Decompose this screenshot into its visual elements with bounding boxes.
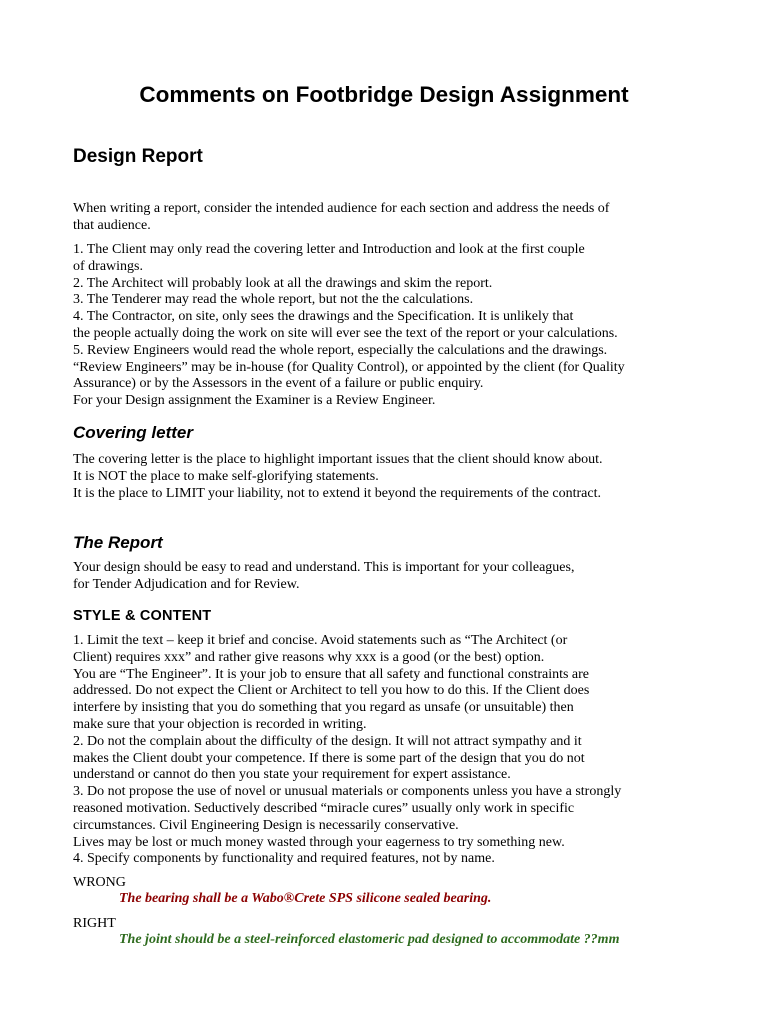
style-content-line: 2. Do not the complain about the difficulty of the design. It will not attract sympathy and it	[73, 733, 582, 749]
style-content-line: 4. Specify components by functionality and required features, not by name.	[73, 851, 495, 867]
covering-letter-body	[73, 452, 713, 502]
style-content-line: 1. Limit the text – keep it brief and concise. Avoid statements such as “The Architect (or	[73, 633, 568, 648]
audience-line: 1. The Client may only read the covering letter and Introduction and look at the first couple	[73, 242, 585, 257]
audience-line: 2. The Architect will probably look at all the drawings and skim the report.	[73, 275, 493, 291]
audience-line: For your Design assignment the Examiner is a Review Engineer.	[73, 393, 436, 409]
audience-line: “Review Engineers” may be in-house (for Quality Control), or appointed by the client (for Quality	[73, 359, 625, 375]
audience-line: 3. The Tenderer may read the whole report, but not the the calculations.	[73, 292, 474, 308]
style-content-line: Lives may be lost or much money wasted through your eagerness to try something new.	[73, 834, 565, 850]
audience-line: the people actually doing the work on site will ever see the text of the report or your calculations.	[73, 325, 618, 341]
style-content-line: interfere by insisting that you do something that you regard as unsafe (or unsuitable) then	[73, 700, 574, 716]
document-title: Comments on Footbridge Design Assignment	[139, 82, 629, 107]
right-label: RIGHT	[73, 916, 116, 931]
style-content-line: make sure that your objection is recorded in writing.	[73, 716, 367, 732]
the-report-line: for Tender Adjudication and for Review.	[73, 576, 300, 592]
the-report-body	[73, 560, 713, 594]
audience-line: 5. Review Engineers would read the whole report, especially the calculations and the drawings.	[73, 342, 608, 358]
wrong-label: WRONG	[73, 875, 126, 890]
style-content-heading: STYLE & CONTENT	[73, 608, 212, 624]
intro-line: that audience.	[73, 217, 151, 233]
audience-line: of drawings.	[73, 258, 143, 274]
style-content-body	[73, 633, 713, 868]
style-content-line: reasoned motivation. Seductively described “miracle cures” usually only work in specific	[73, 800, 575, 816]
audience-line: Assurance) or by the Assessors in the event of a failure or public enquiry.	[73, 376, 484, 392]
design-report-heading: Design Report	[73, 146, 203, 167]
covering-letter-line: The covering letter is the place to highlight important issues that the client should know about.	[73, 452, 603, 467]
style-content-line: 3. Do not propose the use of novel or unusual materials or components unless you have a strongly	[73, 784, 622, 800]
style-content-line: understand or cannot do then you state your requirement for expert assistance.	[73, 767, 511, 783]
style-content-line: addressed. Do not expect the Client or Architect to tell you how to do this. If the Client does	[73, 683, 590, 699]
intro-line: When writing a report, consider the intended audience for each section and address the needs of	[73, 201, 610, 216]
wrong-example-text: The bearing shall be a Wabo®Crete SPS silicone sealed bearing.	[119, 891, 492, 906]
audience-line: 4. The Contractor, on site, only sees the drawings and the Specification. It is unlikely that	[73, 309, 574, 325]
right-example-text: The joint should be a steel-reinforced elastomeric pad designed to accommodate ??mm	[119, 932, 620, 947]
covering-letter-line: It is the place to LIMIT your liability, not to extend it beyond the requirements of the contract.	[73, 485, 601, 501]
covering-letter-heading: Covering letter	[73, 423, 193, 442]
style-content-line: makes the Client doubt your competence. If there is some part of the design that you do not	[73, 750, 585, 766]
style-content-line: circumstances. Civil Engineering Design is necessarily conservative.	[73, 817, 459, 833]
style-content-line: Client) requires xxx” and rather give reasons why xxx is a good (or the best) option.	[73, 649, 545, 665]
the-report-heading: The Report	[73, 533, 163, 552]
covering-letter-line: It is NOT the place to make self-glorifying statements.	[73, 468, 379, 484]
design-report-intro	[73, 201, 713, 235]
audience-list	[73, 242, 713, 410]
style-content-line: You are “The Engineer”. It is your job to ensure that all safety and functional constraints are	[73, 666, 590, 682]
the-report-line: Your design should be easy to read and understand. This is important for your colleagues,	[73, 560, 575, 575]
